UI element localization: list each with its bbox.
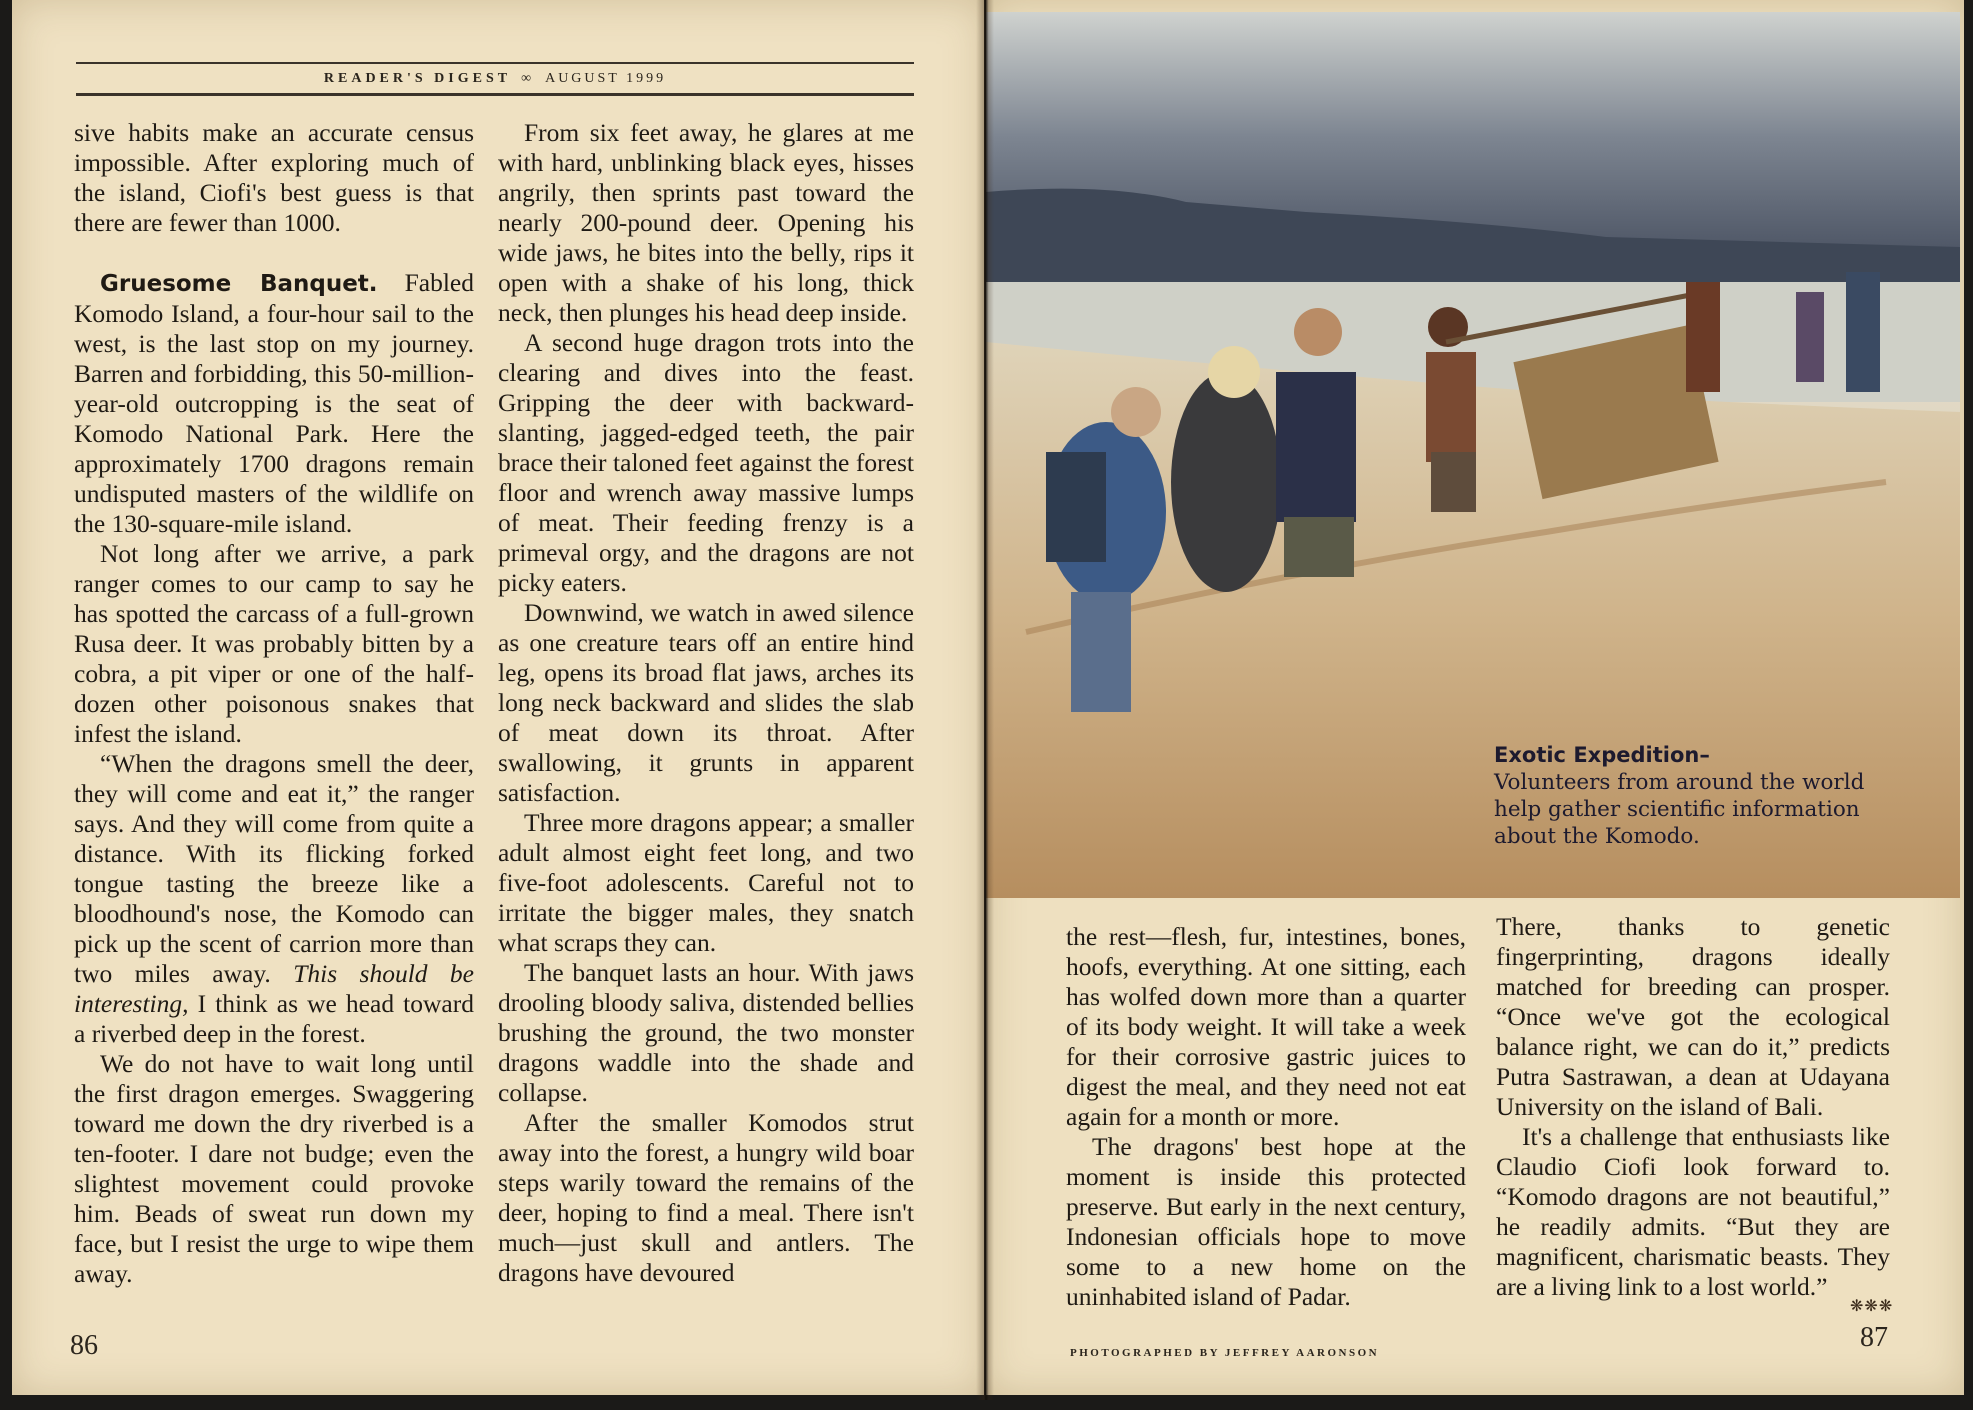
publication-name: READER'S DIGEST <box>323 71 512 86</box>
book-gutter <box>976 0 994 1400</box>
paragraph-text: I think as we head toward a riverbed deep in the forest. <box>74 989 474 1048</box>
right-column-1 <box>1066 922 1466 1312</box>
paragraph: There, thanks to genetic fingerprinting, dragons ideally matched for breeding can prosper. “Once we've got the ecological balance right, we can do it,” predicts Putra Sastrawan, a dean at Udayana University on the island of Bali. <box>1496 912 1890 1121</box>
issue-date: AUGUST 1999 <box>545 71 667 86</box>
page-number-left: 86 <box>70 1330 98 1361</box>
paragraph: Downwind, we watch in awed silence as one creature tears off an entire hind leg, opens its broad flat jaws, arches its long neck backward and slides the slab of meat down its throat. After swallowing, it grunts in apparent satisfaction. <box>498 598 914 807</box>
paragraph <box>74 749 474 1049</box>
left-column-2 <box>498 118 914 1288</box>
paragraph-text: Fabled Komodo Island, a four-hour sail to the west, is the last stop on my journey. Barren and forbidding, this 50-million-year-old outcropping is the seat of Komodo National Park. Here the approximately 1700 dragons remain undisputed masters of the wildlife on the 130-square-mile island. <box>74 268 475 538</box>
photo-caption <box>1494 742 1894 850</box>
right-column-2 <box>1496 912 1890 1302</box>
paragraph: sive habits make an accurate census impossible. After exploring much of the island, Ciofi's best guess is that there are fewer than 1000. <box>74 118 474 237</box>
paragraph-text: “When the dragons smell the deer, they will come and eat it,” the ranger says. And they will come from quite a distance. With its flicking forked tongue tasting the breeze like a bloodhound's nose, the Komodo can pick up the scent of carrion more than two miles away. <box>74 749 474 988</box>
paragraph: After the smaller Komodos strut away into the forest, a hungry wild boar steps warily toward the remains of the deer, hoping to find a meal. There isn't much—just skull and antlers. The dragons have devoured <box>498 1108 914 1287</box>
end-mark: ❋❋❋ <box>1850 1298 1894 1315</box>
paragraph: The banquet lasts an hour. With jaws drooling bloody saliva, distended bellies brushing the ground, the two monster dragons waddle into the shade and collapse. <box>498 958 914 1107</box>
caption-title: Exotic Expedition– <box>1494 743 1710 767</box>
paragraph: the rest—flesh, fur, intestines, bones, hoofs, everything. At one sitting, each has wolfed down more than a quarter of its body weight. It will take a week for their corrosive gastric juices to digest the meal, and they need not eat again for a month or more. <box>1066 922 1466 1131</box>
paragraph: Not long after we arrive, a park ranger comes to our camp to say he has spotted the carcass of a full-grown Rusa deer. It was probably bitten by a cobra, a pit viper or one of the half-dozen other poisonous snakes that infest the island. <box>74 539 474 748</box>
paragraph: We do not have to wait long until the first dragon emerges. Swaggering toward me down the dry riverbed is a ten-footer. I dare not budge; even the slightest movement could provoke him. Beads of sweat run down my face, but I resist the urge to wipe them away. <box>74 1049 474 1288</box>
paragraph <box>74 268 474 539</box>
paragraph: From six feet away, he glares at me with hard, unblinking black eyes, hisses angrily, then sprints past toward the nearly 200-pound deer. Opening his wide jaws, he bites into the belly, rips it open with a shake of his long, thick neck, then plunges his head deep inside. <box>498 118 914 327</box>
paragraph: It's a challenge that enthusiasts like Claudio Ciofi look forward to. “Komodo dragons are not beautiful,” he readily admits. “But they are magnificent, charismatic beasts. They are a living link to a lost world.” <box>1496 1122 1890 1301</box>
paragraph: Three more dragons appear; a smaller adult almost eight feet long, and two five-foot adolescents. Careful not to irritate the bigger males, they snatch what scraps they can. <box>498 808 914 957</box>
page-number-right: 87 <box>1860 1322 1888 1353</box>
paragraph: The dragons' best hope at the moment is inside this protected preserve. But early in the next century, Indonesian officials hope to move some to a new home on the uninhabited island of Padar. <box>1066 1132 1466 1311</box>
caption-text: Volunteers from around the world help gather scientific information about the Komodo. <box>1494 770 1865 849</box>
paragraph: A second huge dragon trots into the clearing and dives into the feast. Gripping the deer with backward-slanting, jagged-edged teeth, the pair brace their taloned feet against the forest floor and wrench away massive lumps of meat. Their feeding frenzy is a primeval orgy, and the dragons are not picky eaters. <box>498 328 914 597</box>
left-column-1 <box>74 118 474 1289</box>
italic-text: This should be interesting, <box>74 959 474 1018</box>
running-head <box>76 62 914 96</box>
running-head-separator: ∞ <box>521 71 536 86</box>
photo-credit: PHOTOGRAPHED BY JEFFREY AARONSON <box>1070 1347 1380 1359</box>
section-subhead: Gruesome Banquet. <box>100 271 378 297</box>
